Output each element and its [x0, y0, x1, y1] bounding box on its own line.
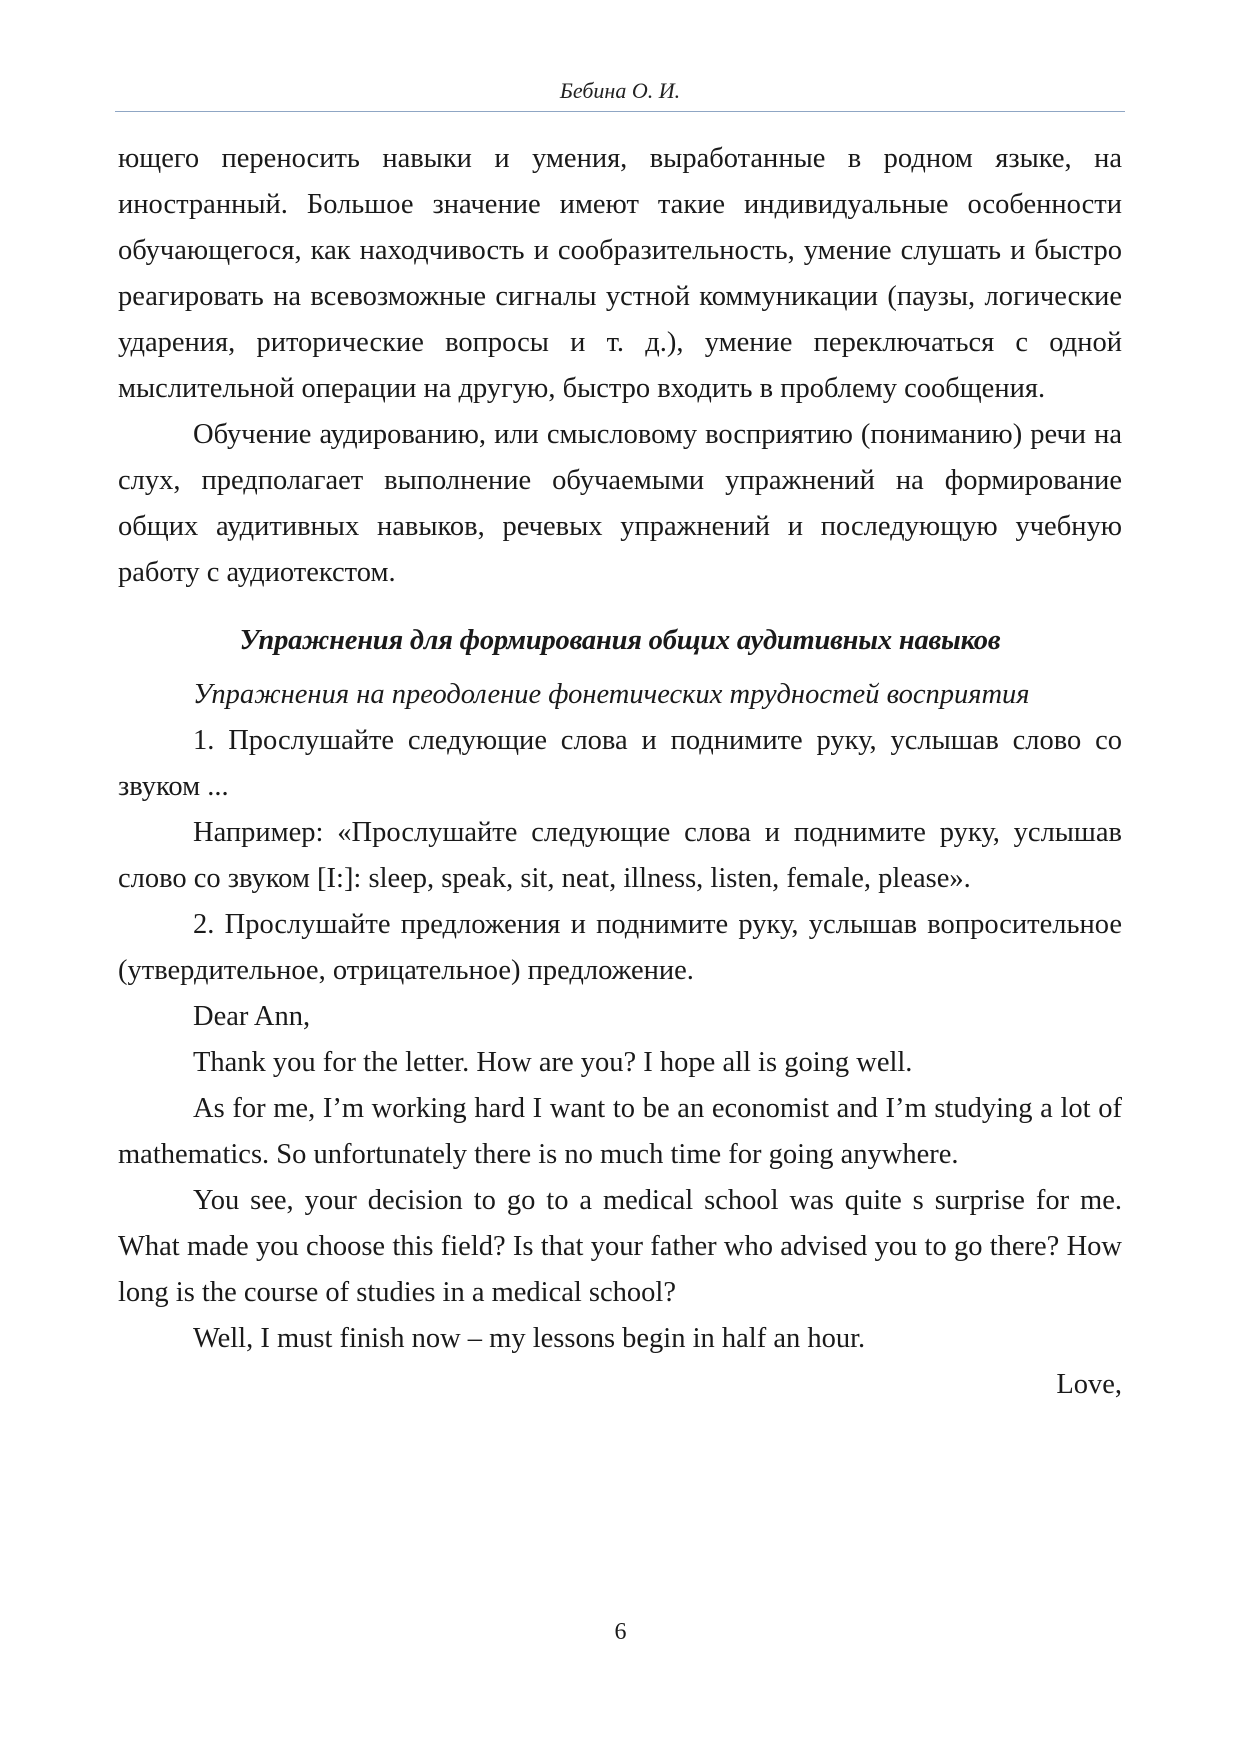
- letter-salutation: Dear Ann,: [193, 1001, 311, 1032]
- page-body: [118, 136, 1122, 1408]
- exercise-item-1: 1. Прослушайте следующие слова и поднимите руку, услышав слово со звуком ...: [118, 725, 1122, 802]
- section-heading: Упражнения для формирования общих аудитивных навыков: [239, 625, 1001, 656]
- letter-line-2: As for me, I’m working hard I want to be an economist and I’m studying a lot of mathematics. So unfortunately there is no much time for going anywhere.: [118, 1093, 1122, 1170]
- page-number: 6: [614, 1619, 627, 1645]
- letter-line-1: Thank you for the letter. How are you? I hope all is going well.: [193, 1047, 913, 1078]
- paragraph-1: ющего переносить навыки и умения, выработанные в родном языке, на иностранный. Большое значение имеют такие индивидуальные особенности обучающегося, как находчивость и сообразительность, умение слушать и быстро реагировать на всевозможные сигналы устной коммуникации (паузы, логические ударения, риторические вопросы и т. д.), умение переключаться с одной мыслительной операции на другую, быстро входить в проблему сообщения.: [118, 143, 1122, 404]
- paragraph-2: Обучение аудированию, или смысловому восприятию (пониманию) речи на слух, предполагает выполнение обучаемыми упражнений на формирование общих аудитивных навыков, речевых упражнений и последующую учебную работу с аудиотекстом.: [118, 419, 1122, 588]
- exercise-item-2: 2. Прослушайте предложения и поднимите руку, услышав вопросительное (утвердительное, отрицательное) предложение.: [118, 909, 1122, 986]
- exercise-example: Например: «Прослушайте следующие слова и поднимите руку, услышав слово со звуком [I:]: sleep, speak, sit, neat, illness, listen, female, please».: [118, 817, 1122, 894]
- header-divider: [115, 111, 1125, 112]
- running-head: Бебина О. И.: [559, 78, 681, 103]
- subheading: Упражнения на преодоление фонетических трудностей восприятия: [193, 679, 1030, 710]
- letter-line-3: You see, your decision to go to a medical school was quite s surprise for me. What made you choose this field? Is that your father who advised you to go there? How long is the course of studies in a medical school?: [118, 1185, 1122, 1308]
- letter-closing: Love,: [1056, 1369, 1122, 1400]
- letter-line-4: Well, I must finish now – my lessons begin in half an hour.: [193, 1323, 866, 1354]
